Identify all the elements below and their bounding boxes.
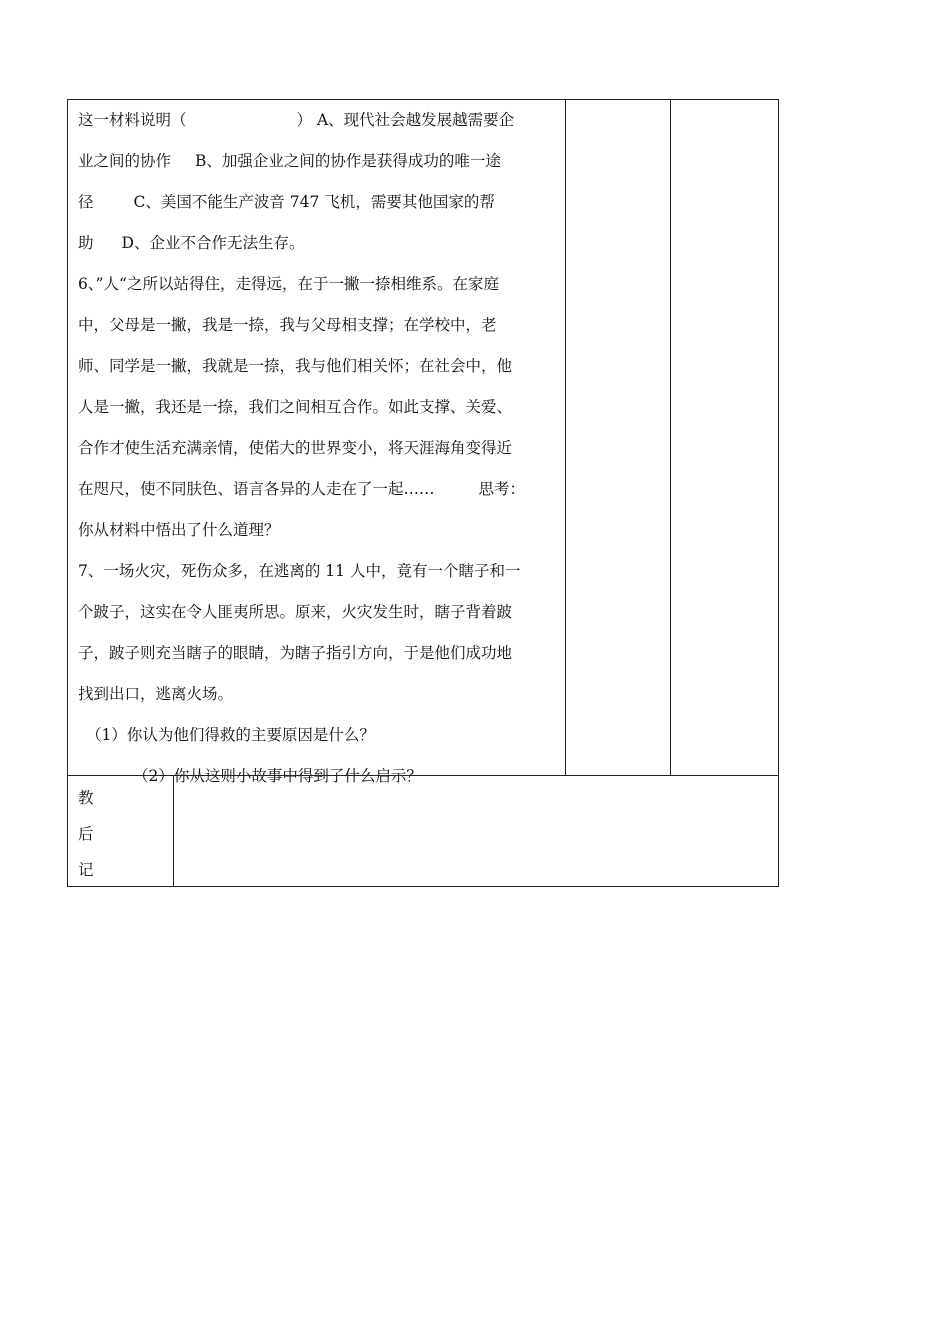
question-1: （1）你认为他们得救的主要原因是什么？: [86, 726, 375, 744]
content-cell: [67, 99, 566, 785]
text-fragment: 这一材料说明（: [78, 111, 187, 129]
afterword-char: 教: [78, 789, 94, 807]
text-fragment: B、加强企业之间的协作是获得成功的唯一途: [195, 152, 501, 170]
text-fragment: C、美国不能生产波音 747 飞机，需要其他国家的帮: [133, 193, 495, 211]
afterword-char: 后: [78, 825, 94, 843]
text-fragment: ） A、现代社会越发展越需要企: [296, 111, 515, 129]
afterword-notes-area[interactable]: [173, 775, 779, 887]
text-fragment: 助: [78, 234, 94, 252]
text-line: 合作才使生活充满亲情，使偌大的世界变小，将天涯海角变得近: [78, 439, 513, 457]
afterword-char: 记: [78, 861, 94, 879]
text-fragment: 在咫尺，使不同肤色、语言各异的人走在了一起……: [78, 480, 435, 498]
text-line: 师、同学是一撇，我就是一捺，我与他们相关怀；在社会中，他: [78, 357, 513, 375]
blank-cell-right: [670, 99, 779, 776]
afterword-label-cell: [67, 775, 174, 887]
text-line: [78, 100, 558, 141]
text-line: [78, 141, 558, 182]
text-line: [78, 182, 558, 223]
text-line: 中，父母是一撇，我是一捺，我与父母相支撑；在学校中，老: [78, 316, 497, 334]
text-line: [78, 469, 558, 510]
afterword-label: [78, 780, 94, 888]
text-line: [78, 223, 558, 264]
text-line: 6、”人“之所以站得住，走得远，在于一撇一捺相维系。在家庭: [78, 275, 499, 293]
text-fragment: 径: [78, 193, 94, 211]
text-fragment: D、企业不合作无法生存。: [121, 234, 305, 252]
text-line: 个跛子，这实在令人匪夷所思。原来，火灾发生时，瞎子背着跛: [78, 603, 513, 621]
text-fragment: 业之间的协作: [78, 152, 172, 170]
text-line: 人是一撇，我还是一捺，我们之间相互合作。如此支撑、关爱、: [78, 398, 513, 416]
text-fragment: 思考：: [478, 480, 526, 498]
text-line: 7、一场火灾，死伤众多，在逃离的 11 人中，竟有一个瞎子和一: [78, 562, 521, 580]
worksheet-table: [67, 99, 779, 887]
question-2: （2）你从这则小故事中得到了什么启示？: [133, 767, 422, 785]
blank-cell-middle: [565, 99, 671, 776]
text-line: 找到出口，逃离火场。: [78, 685, 234, 703]
text-line: 子，跛子则充当瞎子的眼睛，为瞎子指引方向，于是他们成功地: [78, 644, 513, 662]
text-line: 你从材料中悟出了什么道理？: [78, 521, 280, 539]
content-text: [78, 100, 558, 797]
